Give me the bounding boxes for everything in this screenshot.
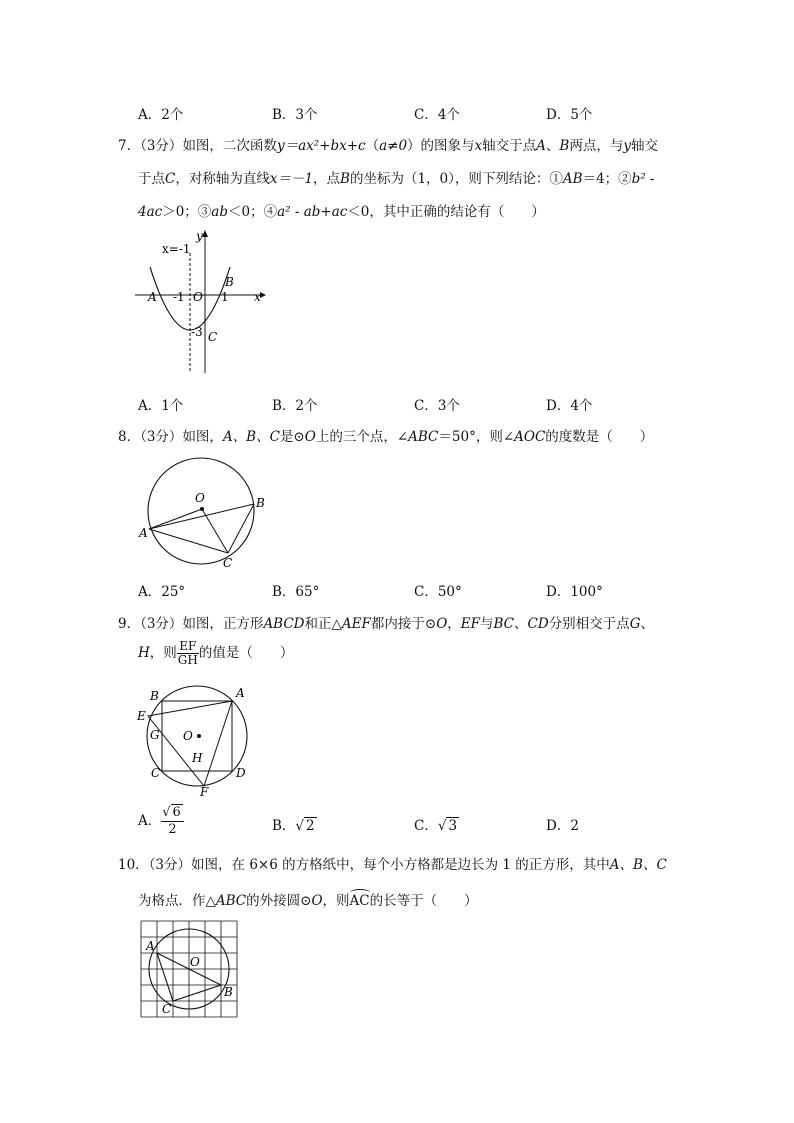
q9-text: 的值是（ ） [198,645,294,661]
point-c-label: C [223,556,233,570]
q10-number: 10． [118,857,149,873]
q9-text: 分别相交于点 [548,616,630,632]
q7-option-b: B．2个 [272,398,318,414]
q8-option-d: D．100° [546,584,603,600]
q9-text: ， [447,616,461,632]
q7-line1 [118,134,658,154]
point-g-label: G [150,728,160,742]
q10-line1 [118,853,667,873]
q7-condition: a≠0 [379,138,408,154]
q7-text: ，点 [313,171,341,187]
origin-label: O [193,290,203,304]
q7-text: ＝4；② [582,171,632,187]
point-h-label: H [192,751,203,765]
q8-var: O [304,429,316,445]
arc-ac: AC [349,893,370,909]
q7-text: ＞0；③ [162,204,212,220]
q6-option-a: A．2个 [138,107,184,123]
q9-var: ABCD [263,616,305,632]
q6-option-b: B．3个 [272,107,318,123]
point-o-label: O [183,729,193,743]
tick-1: 1 [221,290,229,304]
q8-text: 的度数是（ ） [545,429,654,445]
q8-var: A、B、C [222,429,280,445]
q7-text: ＜0；④ [228,204,278,220]
q7-option-a: A．1个 [138,398,184,414]
q8-circle-figure [135,455,275,575]
q9-var: O [436,616,448,632]
radicand: 3 [448,818,458,834]
q7-var: C [165,171,176,187]
option-label: B． [272,818,296,834]
q7-function: y＝ax²+bx+c [276,138,366,154]
q9-line1 [118,612,654,632]
q9-text: 、 [514,616,528,632]
q9-var: BC [493,616,515,632]
q8-option-c: C．50° [414,584,462,600]
q8-text: 上的三个点，∠ [315,429,409,445]
q8-line1 [118,425,653,445]
q8-text: ＝50°，则∠ [438,429,515,445]
q8-option-a: A．25° [138,584,186,600]
center-dot [200,507,204,511]
q8-text: 如图， [182,429,223,445]
q8-var: AOC [514,429,546,445]
x-label: x [254,290,261,304]
q9-option-d: D．2 [546,818,579,834]
point-b-label: B [225,275,234,289]
radicand: 6 [172,805,181,820]
q7-number: 7． [118,138,141,154]
q10-var: O [311,893,323,909]
x-axis-arrow [260,292,266,298]
point-a-label: A [146,939,155,953]
q9-text: 都内接于⊙ [370,616,437,632]
q7-axis-eq: x＝－1 [269,171,314,187]
point-o-label: O [190,955,200,969]
center-dot [197,734,201,738]
tick-minus-1: -1 [173,290,185,304]
q9-line2 [138,640,293,667]
q7-score: （3分） [140,138,183,154]
q7-text: - [645,171,655,187]
q8-option-b: B．65° [272,584,320,600]
point-a-label: A [139,526,148,540]
q9-var: H [138,645,150,661]
point-b-label: B [256,496,265,510]
q10-var: ABC [215,893,247,909]
q8-number: 8． [118,429,141,445]
q7-text: 的坐标为（1，0），则下列结论：① [349,171,563,187]
q9-text: 如图，正方形 [182,616,264,632]
q7-var: x [474,138,483,154]
q10-var: A、B、C [609,857,667,873]
y-axis-arrow [202,230,208,237]
point-e-label: E [137,709,146,723]
q7-text: 轴交 [630,138,658,154]
q7-text: （ [365,138,380,154]
q10-text: 的外接圆⊙ [246,893,312,909]
q7-option-c: C．3个 [414,398,460,414]
q9-var: EF [460,616,481,632]
q7-text: ＜0，其中正确的结论有（ ） [347,204,545,220]
point-o-label: O [195,491,205,505]
radicand: 2 [306,818,315,834]
q9-number: 9． [118,616,141,632]
q9-text: 与 [480,616,494,632]
q10-text: 如图，在 6×6 的方格纸中，每个小方格都是边长为 1 的正方形，其中 [191,857,610,873]
q6-option-d: D．5个 [546,107,593,123]
q7-text: 、 [545,138,560,154]
q9-score: （3分） [140,616,183,632]
q7-var: B [340,171,350,187]
q8-text: 是⊙ [279,429,305,445]
y-label: y [196,229,203,243]
q10-text: ，则 [322,893,350,909]
q7-line2 [138,167,655,187]
q9-var: AEF [341,616,371,632]
q9-text: 和正△ [304,616,342,632]
q7-var: ab [211,204,228,220]
point-b-label: B [150,689,159,703]
q10-grid-figure [138,918,246,1022]
option-label: C． [414,818,438,834]
q7-expression: a² - ab+ac [277,204,348,220]
segment-ao [149,509,202,529]
tick-minus-3: -3 [191,325,203,339]
q8-var: ABC [408,429,439,445]
fraction-denominator: 2 [168,822,177,837]
q7-var: b² [631,171,646,187]
point-c-label: C [151,766,161,780]
point-b-label: B [224,985,233,999]
q10-text: 为格点．作△ [138,893,216,909]
q7-line3 [138,200,545,220]
fraction-numerator: √ 6 [161,805,184,822]
q7-text: 如图，二次函数 [182,138,277,154]
triangle-aef [148,701,232,786]
fraction-denominator: GH [177,653,198,667]
q7-text: 于点 [138,171,165,187]
point-f-label: F [200,785,209,799]
q9-square-triangle-figure [135,682,255,800]
q7-text: ，对称轴为直线 [175,171,270,187]
q7-text: 轴交于点 [482,138,537,154]
q7-var: AB [562,171,583,187]
q7-var: B [559,138,570,154]
point-c-label: C [208,330,218,344]
q7-text: 两点，与 [569,138,624,154]
q10-line2 [138,889,478,909]
point-a-label: A [236,686,245,700]
q6-option-c: C．4个 [414,107,460,123]
point-c-label: C [162,1002,172,1016]
axis-label: x=-1 [162,242,191,256]
option-label: A． [138,813,162,829]
q8-score: （3分） [140,429,183,445]
q9-var: CD [527,616,549,632]
q9-option-c: C．√ 3 [414,818,458,834]
q7-parabola-figure [130,225,275,380]
q7-var: y [623,138,631,154]
q9-text: ，则 [149,645,177,661]
q9-text: 、 [640,616,654,632]
point-d-label: D [236,766,246,780]
q7-var: 4ac [138,204,163,220]
fraction-numerator: EF [177,640,199,654]
q7-var: A [536,138,546,154]
q9-var: G [629,616,641,632]
option-a-fraction [161,805,184,838]
q9-option-b: B．√ 2 [272,818,315,834]
q9-fraction [177,640,199,667]
point-a-label: A [148,290,157,304]
q10-text: 的长等于（ ） [369,893,478,909]
circle-o [148,458,254,564]
q7-text: ）的图象与 [407,138,475,154]
q7-option-d: D．4个 [546,398,593,414]
q9-option-a [138,805,184,838]
q10-score: （3分） [148,857,192,873]
